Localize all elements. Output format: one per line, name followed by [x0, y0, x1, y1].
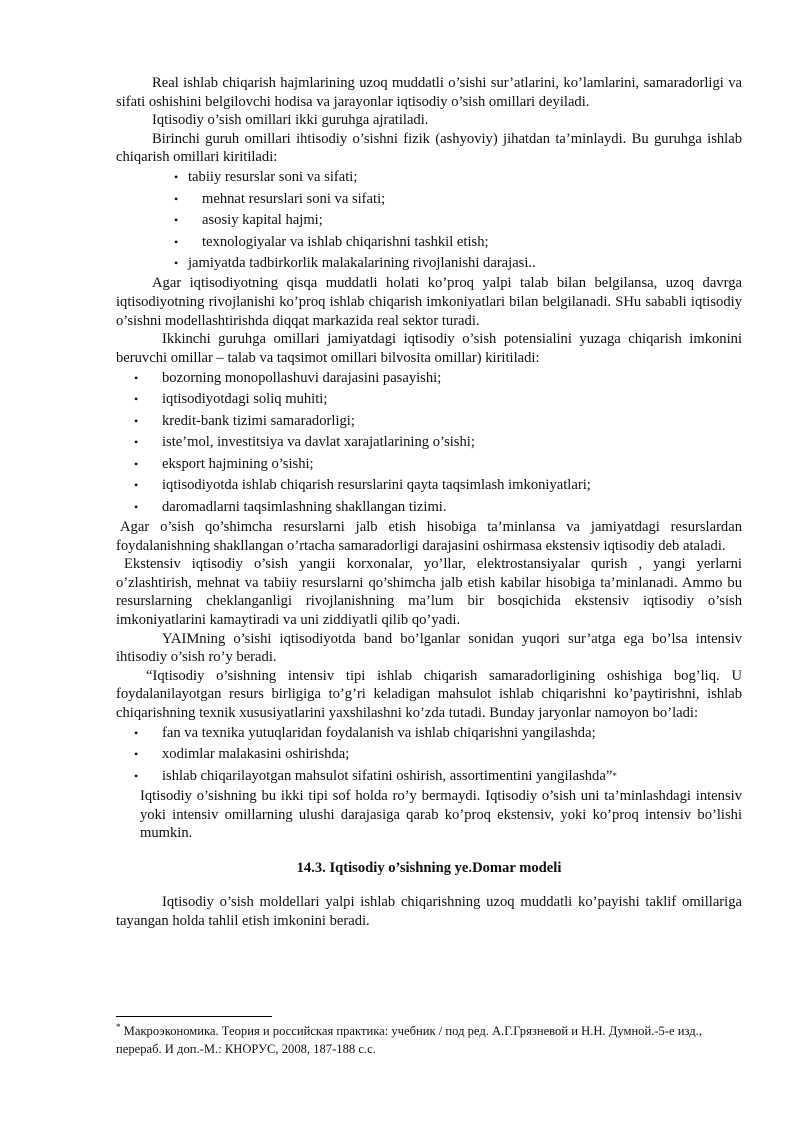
footnote-marker: * [116, 1021, 121, 1032]
paragraph-second-group: Ikkinchi guruhga omillari jamiyatdagi iqtisodiy o’sish potensialini yuzaga chiqarish imkonini beruvchi omillar – talab va taqsimot omillari bilvosita omillar) kiritiladi: [116, 331, 742, 366]
bullet-icon: • [134, 370, 139, 385]
paragraph-extensive-growth: Ekstensiv iqtisodiy o’sish yangii korxonalar, yo’llar, elektrostansiyalar qurish , yangi yerlarni o’zlashtirish, mehnat va tabiiy resurslarni qo’shimcha jalb etish kabilar hisobiga ta’minlanadi. Ammo bu resurslarning cheklanganligi rivojlanishning ma’lum bir bosqichida ekstensiv iqtisodiy o’sish imkoniyatlarini kamaytiradi va uni ziddiyatli qilib qo’yadi. [116, 556, 742, 628]
document-body [116, 74, 742, 931]
list-item: • daromadlarni taqsimlashning shakllangan tizimi. [134, 498, 447, 515]
list-item: • iqtisodiyotdagi soliq muhiti; [134, 391, 328, 408]
paragraph-growth-models: Iqtisodiy o’sish moldellari yalpi ishlab chiqarishning uzoq muddatli ko’payishi taklif omillariga tayangan holda tahlil etish imkonini beradi. [116, 894, 742, 929]
section-heading: 14.3. Iqtisodiy o’sishning ye.Domar modeli [296, 859, 562, 876]
paragraph-two-types: Iqtisodiy o’sishning bu ikki tipi sof holda ro’y bermaydi. Iqtisodiy o’sish uni ta’minlashdagi intensiv yoki intensiv omillarning ulushi darajasiga qarab ko’proq ekstensiv, yoki ko’proq intensiv bo’lishi mumkin. [140, 787, 742, 842]
list-item: • bozorning monopollashuvi darajasini pasayishi; [134, 369, 442, 386]
list-intensive-processes [134, 722, 742, 787]
bullet-icon: • [134, 456, 139, 471]
bullet-icon: • [134, 725, 139, 740]
list-demand-distribution-factors [134, 367, 742, 518]
paragraph-two-groups: Iqtisodiy o’sish omillari ikki guruhga ajratiladi. [152, 112, 429, 129]
paragraph-intensive-type: “Iqtisodiy o’sishning intensiv tipi ishlab chiqarish samaradorligining oshishiga bog’liq. U foydalanilayotgan resurs birligiga to’g’ri keladigan mahsulot ishlab chiqarishni ko’paytirishni, ishlab chiqarishning texnik xususiyatlarini yaxshilashni ko’zda tutadi. Bunday jaryonlar namoyon bo’ladi: [116, 667, 742, 721]
paragraph-growth-factors-definition: Real ishlab chiqarish hajmlarining uzoq muddatli o’sishi sur’atlarini, ko’lamlarini, samaradorligi va sifati oshishini belgilovchi hodisa va jarayonlar iqtisodiy o’sish omillari deyiladi. [116, 75, 742, 110]
bullet-icon: • [134, 747, 139, 762]
list-item: • fan va texnika yutuqlaridan foydalanish va ishlab chiqarishni yangilashda; [134, 724, 596, 741]
footnote-divider [116, 1016, 272, 1017]
list-item: • iqtisodiyotda ishlab chiqarish resurslarini qayta taqsimlash imkoniyatlari; [134, 477, 591, 494]
bullet-icon: • [174, 234, 179, 249]
bullet-icon: • [134, 413, 139, 428]
bullet-icon: • [174, 191, 179, 206]
list-item: • tabiiy resurslar soni va sifati; [174, 169, 358, 186]
footnote [116, 1022, 742, 1058]
list-item: • kredit-bank tizimi samaradorligi; [134, 412, 355, 429]
list-item: • asosiy kapital hajmi; [174, 212, 323, 229]
paragraph-intensive-definition: YAIMning o’sishi iqtisodiyotda band bo’lganlar sonidan yuqori sur’atga ega bo’lsa intensiv ihtisodiy o’sish ro’y beradi. [116, 630, 742, 666]
paragraph-first-group: Birinchi guruh omillari ihtisodiy o’sishni fizik (ashyoviy) jihatdan ta’minlaydi. Bu guruhga ishlab chiqarish omillari kiritiladi: [116, 130, 742, 166]
bullet-icon: • [134, 478, 139, 493]
bullet-icon: • [134, 768, 139, 783]
list-item: • eksport hajmining o’sishi; [134, 455, 314, 472]
bullet-icon: • [134, 499, 139, 514]
footnote-text: Макроэкономика. Теория и российская практика: учебник / под ред. А.Г.Грязневой и Н.Н. Думной.-5-е изд., перераб. И доп.-М.: КНОРУС, 2008, 187-188 с.с. [116, 1024, 702, 1056]
bullet-icon: • [174, 256, 179, 271]
paragraph-short-vs-long-term: Agar iqtisodiyotning qisqa muddatli holati ko’proq yalpi talab bilan belgilansa, uzoq davrga iqtisodiyotning rivojlanishi ko’proq ishlab chiqarish imkoniyatlari bilan belgilanadi. SHu sababli iqtisodiy o’sishni modellashtirishda diqqat markazida real sektor turadi. [116, 275, 742, 329]
list-item: • ishlab chiqarilayotgan mahsulot sifatini oshirish, assortimentini yangilashda” * [134, 767, 617, 784]
bullet-icon: • [134, 392, 139, 407]
bullet-icon: • [174, 213, 179, 228]
paragraph-block-two-types [140, 787, 742, 843]
list-item: • xodimlar malakasini oshirishda; [134, 746, 350, 763]
bullet-icon: • [134, 435, 139, 450]
paragraph-extensive-definition: Agar o’sish qo’shimcha resurslarni jalb etish hisobiga ta’minlansa va jamiyatdagi resurslardan foydalanishning shakllangan o’rtacha samaradorligi darajasini oshirmasa ekstensiv iqtisodiy deb ataladi. [116, 518, 742, 554]
list-production-factors [174, 167, 742, 275]
bullet-icon: • [174, 170, 179, 185]
list-item: • texnologiyalar va ishlab chiqarishni tashkil etish; [174, 233, 489, 250]
list-item: • iste’mol, investitsiya va davlat xarajatlarining o’sishi; [134, 434, 475, 451]
list-item: • jamiyatda tadbirkorlik malakalarining rivojlanishi darajasi.. [174, 255, 536, 272]
list-item: • mehnat resurslari soni va sifati; [174, 190, 386, 207]
